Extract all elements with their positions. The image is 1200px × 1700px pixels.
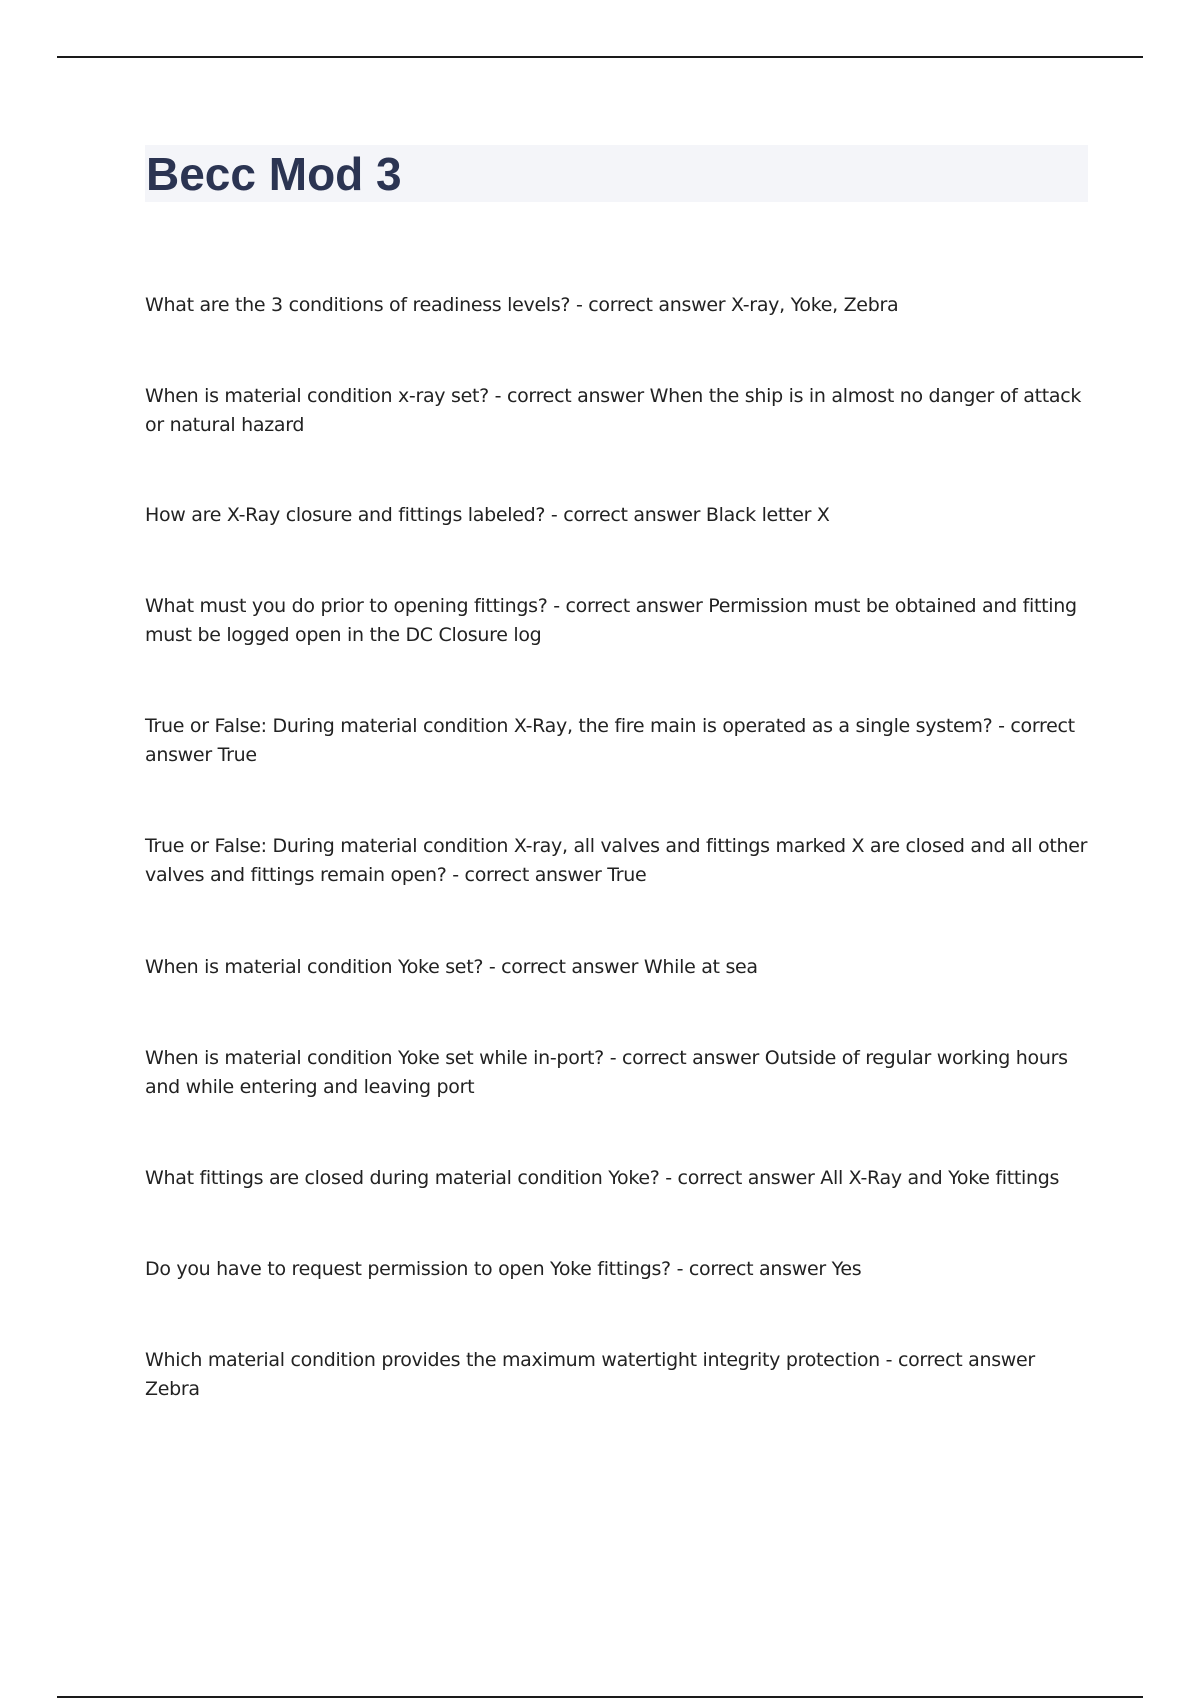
qa-item: What fittings are closed during material condition Yoke? - correct answer All X-Ray and Yoke fittings — [145, 1167, 1060, 1189]
qa-item: When is material condition Yoke set? - correct answer While at sea — [145, 956, 758, 978]
qa-item: Do you have to request permission to open Yoke fittings? - correct answer Yes — [145, 1258, 862, 1280]
qa-item: Which material condition provides the maximum watertight integrity protection - correct answer Zebra — [145, 1349, 1035, 1400]
top-divider — [57, 56, 1143, 58]
qa-item: What must you do prior to opening fittings? - correct answer Permission must be obtained and fitting must be logged open in the DC Closure log — [145, 595, 1077, 646]
qa-item: When is material condition Yoke set while in-port? - correct answer Outside of regular working hours and while entering and leaving port — [145, 1047, 1068, 1098]
document-title: Becc Mod 3 — [146, 148, 402, 200]
qa-item: True or False: During material condition X-ray, all valves and fittings marked X are closed and all other valves and fittings remain open? - correct answer True — [145, 835, 1088, 886]
qa-item: True or False: During material condition X-Ray, the fire main is operated as a single system? - correct answer True — [145, 715, 1075, 766]
qa-item: How are X-Ray closure and fittings labeled? - correct answer Black letter X — [145, 504, 830, 526]
bottom-divider — [57, 1696, 1143, 1698]
qa-item: What are the 3 conditions of readiness levels? - correct answer X-ray, Yoke, Zebra — [145, 294, 899, 316]
qa-item: When is material condition x-ray set? - correct answer When the ship is in almost no danger of attack or natural hazard — [145, 385, 1082, 436]
